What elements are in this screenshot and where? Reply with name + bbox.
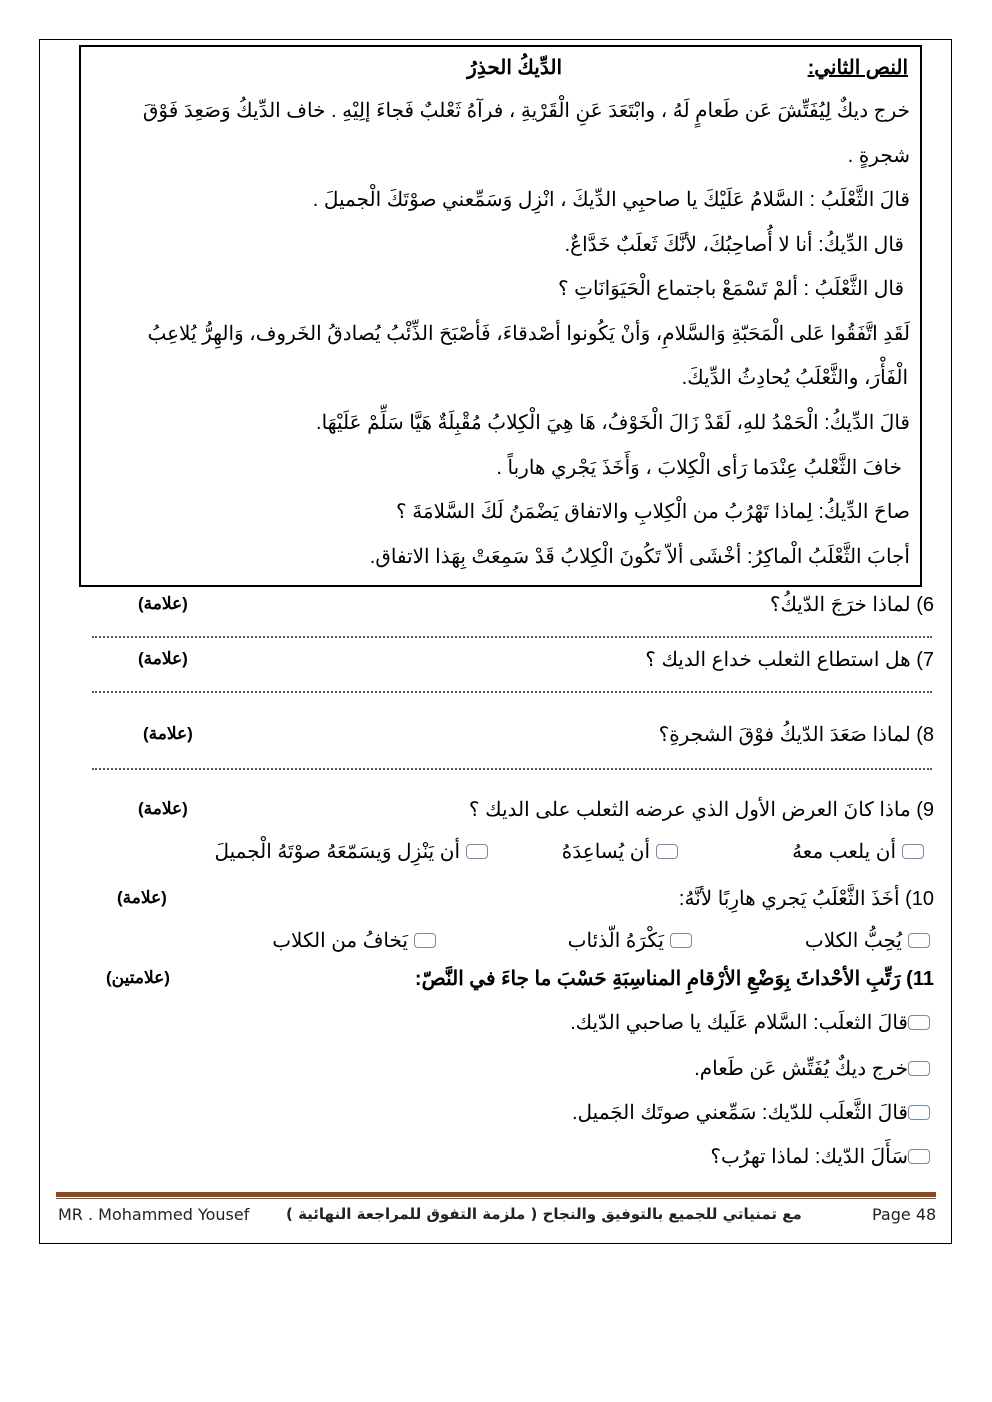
q11-item-4[interactable]: [710, 1144, 930, 1169]
question-9-mark: (علامة): [138, 799, 188, 818]
answer-line-6[interactable]: [92, 636, 932, 638]
item-label: سَأَلَ الدّيك: لماذا تهرُب؟: [710, 1146, 908, 1168]
passage-line: صاحَ الدِّيكُ: لِماذا تَهْرُبُ من الْكِلابِ والاتفاق يَضْمَنُ لَكَ السَّلامَةَ ؟: [396, 501, 910, 523]
option-label: أن يُساعِدَهُ: [561, 841, 650, 863]
checkbox[interactable]: [670, 933, 692, 948]
checkbox[interactable]: [908, 1015, 930, 1030]
passage-line: شجرةٍ .: [847, 145, 910, 167]
item-label: خرج ديكٌ يُفَتِّش عَن طَعام.: [694, 1058, 908, 1080]
passage-line: الْفَأْرَ، والثَّعْلَبُ يُحادِثُ الدِّيكَ.: [681, 367, 908, 389]
option-label: يَخافُ من الكلاب: [272, 930, 408, 952]
answer-line-7[interactable]: [92, 691, 932, 693]
passage-label: النص الثاني:: [807, 57, 908, 79]
question-8: 8) لماذا صَعَدَ الدّيكُ فوْقَ الشجرةِ؟: [658, 724, 934, 746]
checkbox[interactable]: [908, 1105, 930, 1120]
question-6-mark: (علامة): [138, 594, 188, 613]
item-label: قالَ الثعلَب: السَّلام عَلَيك يا صاحبي الدّيك.: [570, 1012, 908, 1034]
checkbox[interactable]: [908, 1061, 930, 1076]
q10-option-2[interactable]: [568, 928, 692, 953]
footer-message: مع تمنياتي للجميع بالتوفيق والنجاح ( ملزمة التفوق للمراجعة النهائية ): [286, 1205, 802, 1223]
q11-item-3[interactable]: [572, 1100, 930, 1125]
option-label: أن يلعب معهُ: [792, 841, 896, 863]
passage-line: قالَ الثَّعْلَبُ : السَّلامُ عَلَيْكَ يا صاحبِي الدِّيكَ ، انْزِل وَسَمِّعني صوْتَكَ الْجميلَ .: [312, 189, 910, 211]
checkbox[interactable]: [656, 844, 678, 859]
checkbox[interactable]: [902, 844, 924, 859]
answer-line-8[interactable]: [92, 768, 932, 770]
passage-line: لَقَدِ اتَّفَقُوا عَلى الْمَحَبّةِ وَالسَّلامِ، وَأنْ يَكُونوا أصْدقاءَ، فَأصْبَحَ الذِّئْبُ يُصادقُ الخَروف، وَالهِرُّ يُلاعِبُ: [147, 323, 910, 345]
passage-line: قال الثَّعْلَبُ : ألمْ تَسْمَعْ باجتماع الْحَيَوَانَاتِ ؟: [557, 278, 904, 300]
option-label: أن يَنْزِل وَيسَمّعَهُ صوْتَهُ الْجميلَ: [214, 841, 460, 863]
question-11: 11) رَتِّبِ الأحْداثَ بِوَضْعِ الأرْقامِ المناسِبَةِ حَسْبَ ما جاءَ في النَّصّ:: [414, 968, 934, 990]
footer-rule: [56, 1192, 936, 1197]
question-11-mark: (علامتين): [106, 968, 170, 987]
q11-item-2[interactable]: [694, 1056, 930, 1081]
question-6: 6) لماذا خرَجَ الدّيكُ؟: [769, 594, 934, 616]
question-7: 7) هل استطاع الثعلب خداع الديك ؟: [645, 649, 934, 671]
question-7-mark: (علامة): [138, 649, 188, 668]
q9-option-3[interactable]: [214, 839, 488, 864]
question-10-mark: (علامة): [117, 888, 167, 907]
q9-option-1[interactable]: [792, 839, 924, 864]
checkbox[interactable]: [466, 844, 488, 859]
passage-line: خافَ الثَّعْلبُ عِنْدَما رَأى الْكِلابَ ، وَأَخَذَ يَجْري هارباً .: [496, 457, 902, 479]
q11-item-1[interactable]: [570, 1010, 930, 1035]
passage-line: أجابَ الثَّعْلَبُ الْماكِرُ: أخْشَى ألاّ تَكُونَ الْكِلابُ قَدْ سَمِعَتْ بِهَذا الاتفاق.: [369, 546, 910, 568]
checkbox[interactable]: [414, 933, 436, 948]
footer-rule-thin: [56, 1198, 936, 1199]
q9-option-2[interactable]: [562, 839, 678, 864]
checkbox[interactable]: [908, 933, 930, 948]
q10-option-3[interactable]: [272, 928, 436, 953]
passage-line: خرج ديكٌ لِيُفَتِّشَ عَن طَعامٍ لَهُ ، وابْتَعَدَ عَنِ الْقَرْيةِ ، فرآهُ ثَعْلبٌ فَجاءَ إلِيْهِ . خاف الدِّيكُ وَصَعِدَ فَوْقَ: [142, 100, 910, 122]
passage-line: قال الدِّيكُ: أنا لا أُصاحِبُكَ، لأنَّكَ ثَعلَبٌ خَدَّاعٌ.: [564, 234, 904, 256]
question-10: 10) أخَذَ الثَّعْلَبُ يَجري هارِبًا لأنَّهُ:: [678, 888, 934, 910]
q10-option-1[interactable]: [805, 928, 930, 953]
passage-line: قالَ الدِّيكُ: الْحَمْدُ للهِ، لَقَدْ زَالَ الْخَوْفُ، هَا هِيَ الْكِلابُ مُقْبِلَةٌ هَيَّا سَلِّمْ عَلَيْهَا.: [316, 412, 910, 434]
question-8-mark: (علامة): [143, 724, 193, 743]
footer-page-number: Page 48: [872, 1205, 937, 1224]
item-label: قالَ الثَّعلَب للدّيك: سَمِّعني صوتَك الجَميل.: [571, 1102, 908, 1124]
option-label: يَكْرَهُ الّذئاب: [567, 930, 664, 952]
option-label: يُحِبُّ الكلاب: [804, 930, 902, 952]
question-9: 9) ماذا كانَ العرض الأول الذي عرضه الثعلب على الديك ؟: [468, 799, 934, 821]
footer-author: MR . Mohammed Yousef: [58, 1205, 250, 1224]
checkbox[interactable]: [908, 1149, 930, 1164]
passage-title: الدِّيكُ الحذِرُ: [467, 57, 562, 79]
